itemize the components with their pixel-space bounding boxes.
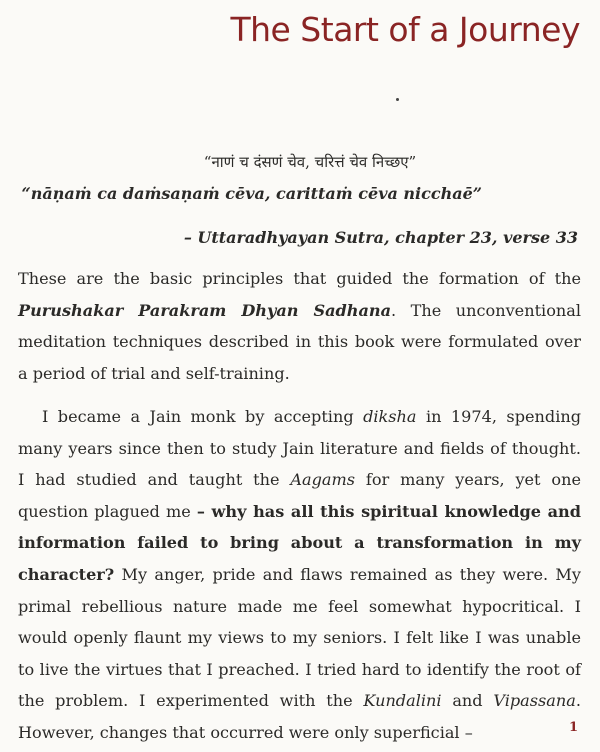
epigraph-devanagari: “नाणं च दंसणं चेव, चरित्तं चेव निच्छए”: [203, 153, 417, 171]
text-span: and: [441, 691, 494, 711]
text-span: I became a Jain monk by accepting: [42, 407, 364, 426]
epigraph-transliteration: “nāṇaṁ ca daṁsaṇaṁ cēva, carittaṁ cēva nicchaē”: [21, 184, 482, 203]
page-number: 1: [568, 720, 578, 735]
text-span: . However, changes that occurred were only superficial –: [18, 691, 581, 742]
bold-question: – why has all this spiritual knowledge and information failed to bring about a transformation in my character?: [18, 501, 581, 584]
emphasis-text: Aagams: [290, 470, 356, 490]
text-span: My anger, pride and flaws remained as they were. My primal rebellious nature made me feel somewhat hypocritical. I would openly flaunt my views to my seniors. I felt like I was unable to live the virtues that I preached. I tried hard to identify the root of the problem. I experimented with the: [18, 564, 581, 711]
epigraph-source: – Uttaradhyayan Sutra, chapter 23, verse 33: [183, 228, 578, 247]
chapter-title: The Start of a Journey: [230, 10, 580, 49]
body-paragraph-2: [18, 401, 581, 749]
ink-speck: [396, 98, 399, 101]
text-span: for many years, yet one question plagued me: [18, 470, 581, 521]
text-span: These are the basic principles that guided the formation of the: [18, 269, 581, 288]
body-paragraph-1: [18, 263, 581, 389]
emphasis-text: Vipassana: [493, 691, 576, 711]
emphasis-text: diksha: [363, 407, 417, 426]
emphasis-text: Kundalini: [363, 691, 442, 711]
text-span: in 1974, spending many years since then to study Jain literature and fields of thought. I had studied and taught the: [18, 407, 582, 490]
text-span: . The unconventional meditation techniques described in this book were formulated over a period of trial and self-training.: [18, 300, 581, 383]
emphasis-text: Purushakar Parakram Dhyan Sadhana: [18, 300, 392, 320]
